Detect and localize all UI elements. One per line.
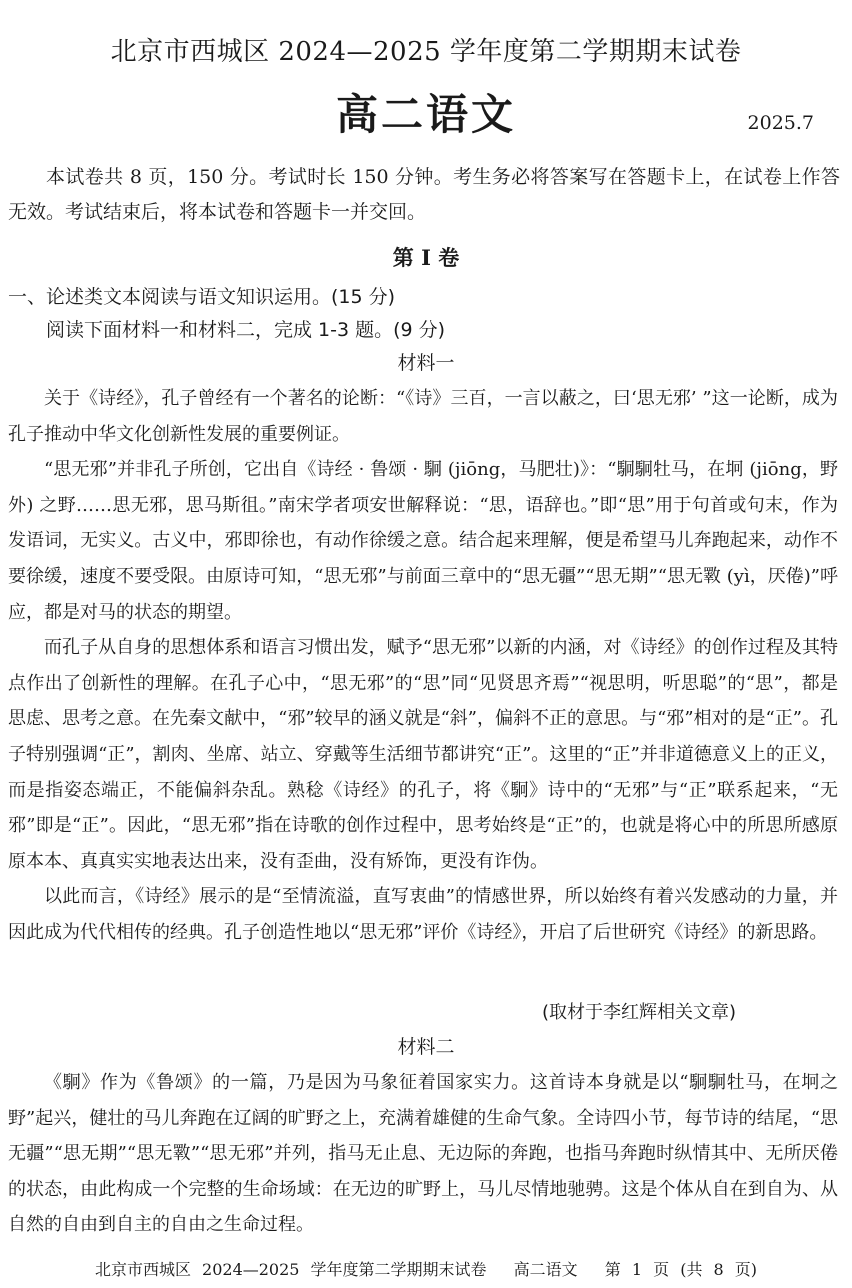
exam-title: 北京市西城区 2024—2025 学年度第二学期期末试卷 bbox=[110, 37, 742, 67]
volume-heading: 第 I 卷 bbox=[392, 245, 460, 270]
material-two-text bbox=[8, 1065, 838, 1243]
section-instruction: 阅读下面材料一和材料二，完成 1-3 题。(9 分) bbox=[46, 319, 446, 341]
page-footer bbox=[0, 1258, 852, 1282]
exam-notice: 本试卷共 8 页，150 分。考试时长 150 分钟。考生务必将答案写在答题卡上，在试卷上作答无效。考试结束后，将本试卷和答题卡一并交回。 bbox=[8, 166, 840, 223]
material-one-source: (取材于李红辉相关文章) bbox=[541, 1002, 736, 1023]
material-one-text bbox=[8, 381, 838, 951]
material-two-heading: 材料二 bbox=[397, 1036, 455, 1058]
material-two-paragraph: 《駉》作为《鲁颂》的一篇，乃是因为马象征着国家实力。这首诗本身就是以“駉駉牡马，在坰之野”起兴，健壮的马儿奔跑在辽阔的旷野之上，充满着雄健的生命气象。全诗四小节，每节诗的结尾，“思无疆”“思无期”“思无斁”“思无邪”并列，指马无止息、无边际的奔跑，也指马奔跑时纵情其中、无所厌倦的状态，由此构成一个完整的生命场域：在无边的旷野上，马儿尽情地驰骋。这是个体从自在到自为、从自然的自由到自主的自由之生命过程。 bbox=[8, 1072, 838, 1236]
footer-subject: 高二语文 bbox=[513, 1260, 578, 1279]
subject-title: 高二语文 bbox=[335, 90, 516, 139]
exam-date: 2025.7 bbox=[747, 112, 814, 134]
material-one-paragraph: 而孔子从自身的思想体系和语言习惯出发，赋予“思无邪”以新的内涵，对《诗经》的创作过程及其特点作出了创新性的理解。在孔子心中，“思无邪”的“思”同“见贤思齐焉”“视思明，听思聪”的“思”，都是思虑、思考之意。在先秦文献中，“邪”较早的涵义就是“斜”，偏斜不正的意思。与“邪”相对的是“正”。孔子特别强调“正”，割肉、坐席、站立、穿戴等生活细节都讲究“正”。这里的“正”并非道德意义上的正义，而是指姿态端正，不能偏斜杂乱。熟稔《诗经》的孔子，将《駉》诗中的“无邪”与“正”联系起来，“无邪”即是“正”。因此，“思无邪”指在诗歌的创作过程中，思考始终是“正”的，也就是将心中的所思所感原原本本、真真实实地表达出来，没有歪曲，没有矫饰，更没有诈伪。 bbox=[8, 637, 838, 872]
material-one-paragraph: “思无邪”并非孔子所创，它出自《诗经 · 鲁颂 · 駉 (jiōng，马肥壮)》：“駉駉牡马，在坰 (jiōng，野外) 之野……思无邪，思马斯徂。”南宋学者项安世解释说：“思，语辞也。”即“思”用于句首或句末，作为发语词，无实义。古义中，邪即徐也，有动作徐缓之意。结合起来理解，便是希望马儿奔跑起来，动作不要徐缓，速度不要受限。由原诗可知，“思无邪”与前面三章中的“思无疆”“思无期”“思无斁 (yì，厌倦)”呼应，都是对马的状态的期望。 bbox=[8, 459, 838, 623]
section-heading: 一、论述类文本阅读与语文知识运用。(15 分) bbox=[8, 286, 396, 308]
material-one-paragraph: 关于《诗经》，孔子曾经有一个著名的论断：“《诗》三百，一言以蔽之，曰‘思无邪’ ”这一论断，成为孔子推动中华文化创新性发展的重要例证。 bbox=[8, 388, 838, 445]
footer-exam-title: 北京市西城区 2024—2025 学年度第二学期期末试卷 bbox=[94, 1260, 487, 1279]
material-one-heading: 材料一 bbox=[397, 352, 455, 374]
footer-page-number: 第 1 页 (共 8 页) bbox=[604, 1260, 758, 1279]
material-one-paragraph: 以此而言，《诗经》展示的是“至情流溢，直写衷曲”的情感世界，所以始终有着兴发感动的力量，并因此成为代代相传的经典。孔子创造性地以“思无邪”评价《诗经》，开启了后世研究《诗经》的新思路。 bbox=[8, 886, 838, 943]
